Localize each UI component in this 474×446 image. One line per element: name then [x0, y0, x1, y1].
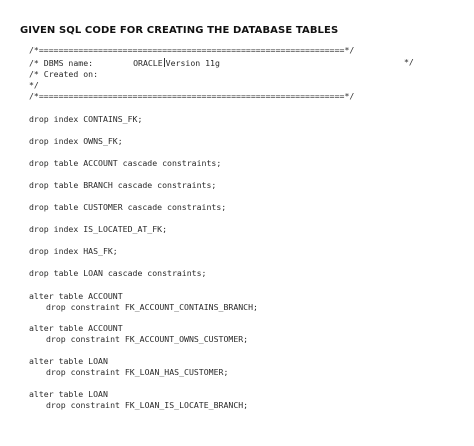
comment-dbms-end: */: [404, 57, 414, 67]
drop-constraint-line: drop constraint FK_LOAN_HAS_CUSTOMER;: [46, 367, 229, 377]
sql-statement: drop index OWNS_FK;: [29, 136, 123, 146]
comment-created-on: /* Created on:: [29, 69, 99, 79]
document-heading: GIVEN SQL CODE FOR CREATING THE DATABASE TABLES: [20, 25, 339, 36]
text-cursor: [164, 58, 165, 67]
comment-close: */: [29, 80, 39, 90]
comment-dbms-line: [29, 58, 220, 67]
drop-constraint-line: drop constraint FK_ACCOUNT_CONTAINS_BRANCH;: [46, 302, 258, 312]
alter-table-line: alter table ACCOUNT: [29, 323, 123, 333]
comment-border-bottom: /*==============================================================*/: [29, 91, 355, 101]
sql-statement: drop index IS_LOCATED_AT_FK;: [29, 224, 168, 234]
alter-table-line: alter table LOAN: [29, 389, 108, 399]
comment-border-top: /*==============================================================*/: [29, 45, 355, 55]
sql-statement: drop table CUSTOMER cascade constraints;: [29, 202, 227, 212]
sql-statement: drop table ACCOUNT cascade constraints;: [29, 158, 222, 168]
sql-statement: drop table LOAN cascade constraints;: [29, 268, 207, 278]
sql-statement: drop index CONTAINS_FK;: [29, 114, 143, 124]
drop-constraint-line: drop constraint FK_ACCOUNT_OWNS_CUSTOMER;: [46, 334, 249, 344]
dbms-version: Version 11g: [165, 58, 220, 68]
alter-table-line: alter table ACCOUNT: [29, 291, 123, 301]
drop-constraint-line: drop constraint FK_LOAN_IS_LOCATE_BRANCH;: [46, 400, 249, 410]
alter-table-line: alter table LOAN: [29, 356, 108, 366]
sql-statement: drop index HAS_FK;: [29, 246, 118, 256]
sql-statement: drop table BRANCH cascade constraints;: [29, 180, 217, 190]
dbms-label: /* DBMS name:: [29, 58, 94, 68]
dbms-value: ORACLE: [133, 58, 163, 68]
